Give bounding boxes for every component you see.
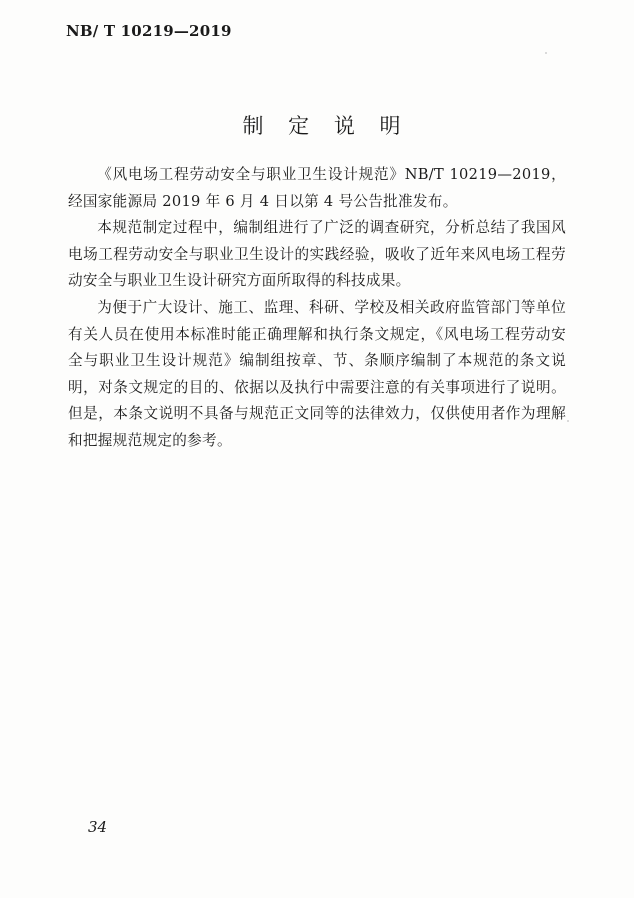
standard-code-header: NB/ T 10219—2019: [66, 22, 232, 40]
page-title: 制 定 说 明: [242, 114, 410, 138]
body-text: [68, 162, 566, 455]
paragraph-background: 本规范制定过程中，编制组进行了广泛的调查研究，分析总结了我国风电场工程劳动安全与职业卫生设计的实践经验，吸收了近年来风电场工程劳动安全与职业卫生设计研究方面所取得的科技成果。: [68, 219, 566, 290]
paragraph-purpose: 为便于广大设计、施工、监理、科研、学校及相关政府监管部门等单位有关人员在使用本标准时能正确理解和执行条文规定，《风电场工程劳动安全与职业卫生设计规范》编制组按章、节、条顺序编制了本规范的条文说明，对条文规定的目的、依据以及执行中需要注意的有关事项进行了说明。但是，本条文说明不具备与规范正文同等的法律效力，仅供使用者作为理解和把握规范规定的参考。: [68, 298, 566, 449]
paragraph-approval: 《风电场工程劳动安全与职业卫生设计规范》NB/T 10219—2019，经国家能源局 2019 年 6 月 4 日以第 4 号公告批准发布。: [68, 166, 566, 210]
scan-speck: [567, 420, 569, 422]
page-number: 34: [88, 818, 108, 836]
scan-speck: [545, 52, 547, 54]
